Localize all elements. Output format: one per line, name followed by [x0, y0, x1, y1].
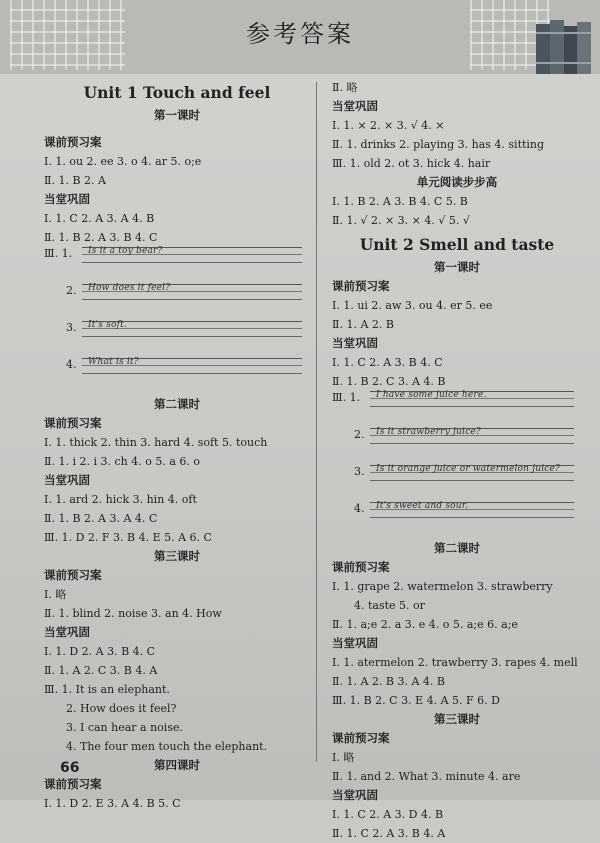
answer-line: Ⅱ. 1. A 2. C 3. B 4. A [44, 664, 158, 677]
answer-line: Ⅰ. 1. × 2. × 3. √ 4. × [332, 119, 445, 132]
item-number: Ⅲ. 1. [44, 247, 73, 260]
answer-line: Ⅰ. 1. ui 2. aw 3. ou 4. er 5. ee [332, 299, 493, 312]
answer-line: Ⅱ. 略 [332, 81, 358, 94]
item-number: 4. [66, 358, 77, 371]
answer-line: Ⅰ. 1. thick 2. thin 3. hard 4. soft 5. touch [44, 436, 268, 449]
answer-line: Ⅱ. 1. C 2. A 3. B 4. A [332, 827, 446, 840]
answer-line: Ⅱ. 1. drinks 2. playing 3. has 4. sitting [332, 138, 545, 151]
handwritten-answer: Is it strawberry juice? [376, 427, 481, 437]
handwritten-answer: It's soft. [88, 320, 127, 330]
answer-line: Ⅰ. 1. atermelon 2. trawberry 3. rapes 4. mell [332, 656, 578, 669]
lesson-title: 第四课时 [154, 758, 200, 772]
answer-line: Ⅱ. 1. i 2. i 3. ch 4. o 5. a 6. o [44, 455, 200, 468]
handwritten-answer: Is it orange juice or watermelon juice? [376, 464, 561, 474]
section-label: 当堂巩固 [332, 636, 378, 650]
unit-title: Unit 2 Smell and taste [359, 235, 555, 254]
item-number: 3. [66, 321, 77, 334]
answer-line: Ⅰ. 1. ard 2. hick 3. hin 4. oft [44, 493, 197, 506]
unit-title: Unit 1 Touch and feel [83, 83, 271, 102]
answer-line: Ⅱ. 1. a;e 2. a 3. e 4. o 5. a;e 6. a;e [332, 618, 518, 631]
lesson-title: 第二课时 [434, 541, 480, 555]
lesson-title: 第二课时 [154, 397, 200, 411]
section-label: 课前预习案 [332, 560, 390, 574]
answer-line: Ⅰ. 1. ou 2. ee 3. o 4. ar 5. o;e [44, 155, 202, 168]
handwritten-answer: What is it? [88, 357, 139, 367]
lesson-title: 第三课时 [154, 549, 200, 563]
section-label: 课前预习案 [332, 279, 390, 293]
lesson-title: 第一课时 [434, 260, 480, 274]
handwritten-answer: How does it feel? [88, 283, 171, 293]
page-number: 66 [60, 760, 80, 776]
answer-line: Ⅱ. 1. B 2. A 3. A 4. C [44, 512, 158, 525]
page-header [0, 0, 600, 74]
answer-line: Ⅲ. 1. It is an elephant. [44, 683, 170, 696]
section-label: 当堂巩固 [332, 99, 378, 113]
lesson-title: 第一课时 [154, 108, 200, 122]
answer-line: Ⅲ. 1. old 2. ot 3. hick 4. hair [332, 157, 491, 170]
answer-line: Ⅰ. 1. D 2. E 3. A 4. B 5. C [44, 797, 181, 810]
answer-line: 3. I can hear a noise. [66, 721, 183, 734]
handwriting-line [332, 465, 582, 502]
handwritten-answer: Is it a toy bear? [88, 246, 163, 256]
answer-line: Ⅰ. 略 [44, 588, 67, 601]
answer-line: Ⅲ. 1. B 2. C 3. E 4. A 5. F 6. D [332, 694, 500, 707]
section-label: 课前预习案 [44, 568, 102, 582]
handwriting-line [44, 358, 310, 395]
answer-line: Ⅰ. 1. B 2. A 3. B 4. C 5. B [332, 195, 468, 208]
section-label: 当堂巩固 [44, 625, 90, 639]
handwriting-line [44, 247, 310, 284]
section-label: 当堂巩固 [44, 192, 90, 206]
left-column [44, 78, 310, 813]
answer-line: 2. How does it feel? [66, 702, 177, 715]
answer-line: 4. The four men touch the elephant. [66, 740, 268, 753]
answer-line: Ⅰ. 1. C 2. A 3. B 4. C [332, 356, 443, 369]
handwriting-line [332, 502, 582, 539]
answer-line: Ⅰ. 1. grape 2. watermelon 3. strawberry [332, 580, 553, 593]
section-label: 当堂巩固 [332, 336, 378, 350]
answer-line: Ⅱ. 1. blind 2. noise 3. an 4. How [44, 607, 222, 620]
item-number: 2. [66, 284, 77, 297]
handwriting-line [332, 391, 582, 428]
answer-line: Ⅱ. 1. and 2. What 3. minute 4. are [332, 770, 521, 783]
answer-line: Ⅲ. 1. D 2. F 3. B 4. E 5. A 6. C [44, 531, 212, 544]
answer-line: Ⅱ. 1. B 2. A 3. B 4. C [44, 231, 158, 244]
books-icon [532, 14, 596, 78]
right-column [332, 78, 582, 843]
answer-line: Ⅰ. 1. D 2. A 3. B 4. C [44, 645, 156, 658]
item-number: 2. [354, 428, 365, 441]
item-number: 4. [354, 502, 365, 515]
handwritten-answer: It's sweet and sour. [376, 501, 469, 511]
section-label: 课前预习案 [332, 731, 390, 745]
handwritten-answer: I have some juice here. [376, 390, 487, 400]
answer-line: Ⅰ. 1. C 2. A 3. A 4. B [44, 212, 155, 225]
handwriting-line [44, 321, 310, 358]
page-title: 参考答案 [246, 20, 354, 48]
lesson-title: 第三课时 [434, 712, 480, 726]
answer-line: Ⅱ. 1. A 2. B [332, 318, 394, 331]
section-title: 单元阅读步步高 [416, 175, 498, 189]
item-number: Ⅲ. 1. [332, 391, 361, 404]
column-divider [316, 82, 317, 762]
answer-line: 4. taste 5. or [354, 599, 425, 612]
answer-line: Ⅱ. 1. A 2. B 3. A 4. B [332, 675, 445, 688]
answer-line: Ⅱ. 1. B 2. C 3. A 4. B [332, 375, 446, 388]
section-label: 课前预习案 [44, 777, 102, 791]
section-label: 课前预习案 [44, 135, 102, 149]
item-number: 3. [354, 465, 365, 478]
section-label: 当堂巩固 [332, 788, 378, 802]
answer-line: Ⅰ. 1. C 2. A 3. D 4. B [332, 808, 444, 821]
handwriting-line [44, 284, 310, 321]
answer-line: Ⅱ. 1. B 2. A [44, 174, 106, 187]
section-label: 当堂巩固 [44, 473, 90, 487]
handwriting-line [332, 428, 582, 465]
section-label: 课前预习案 [44, 416, 102, 430]
answer-line: Ⅰ. 略 [332, 751, 355, 764]
answer-line: Ⅱ. 1. √ 2. × 3. × 4. √ 5. √ [332, 214, 470, 227]
